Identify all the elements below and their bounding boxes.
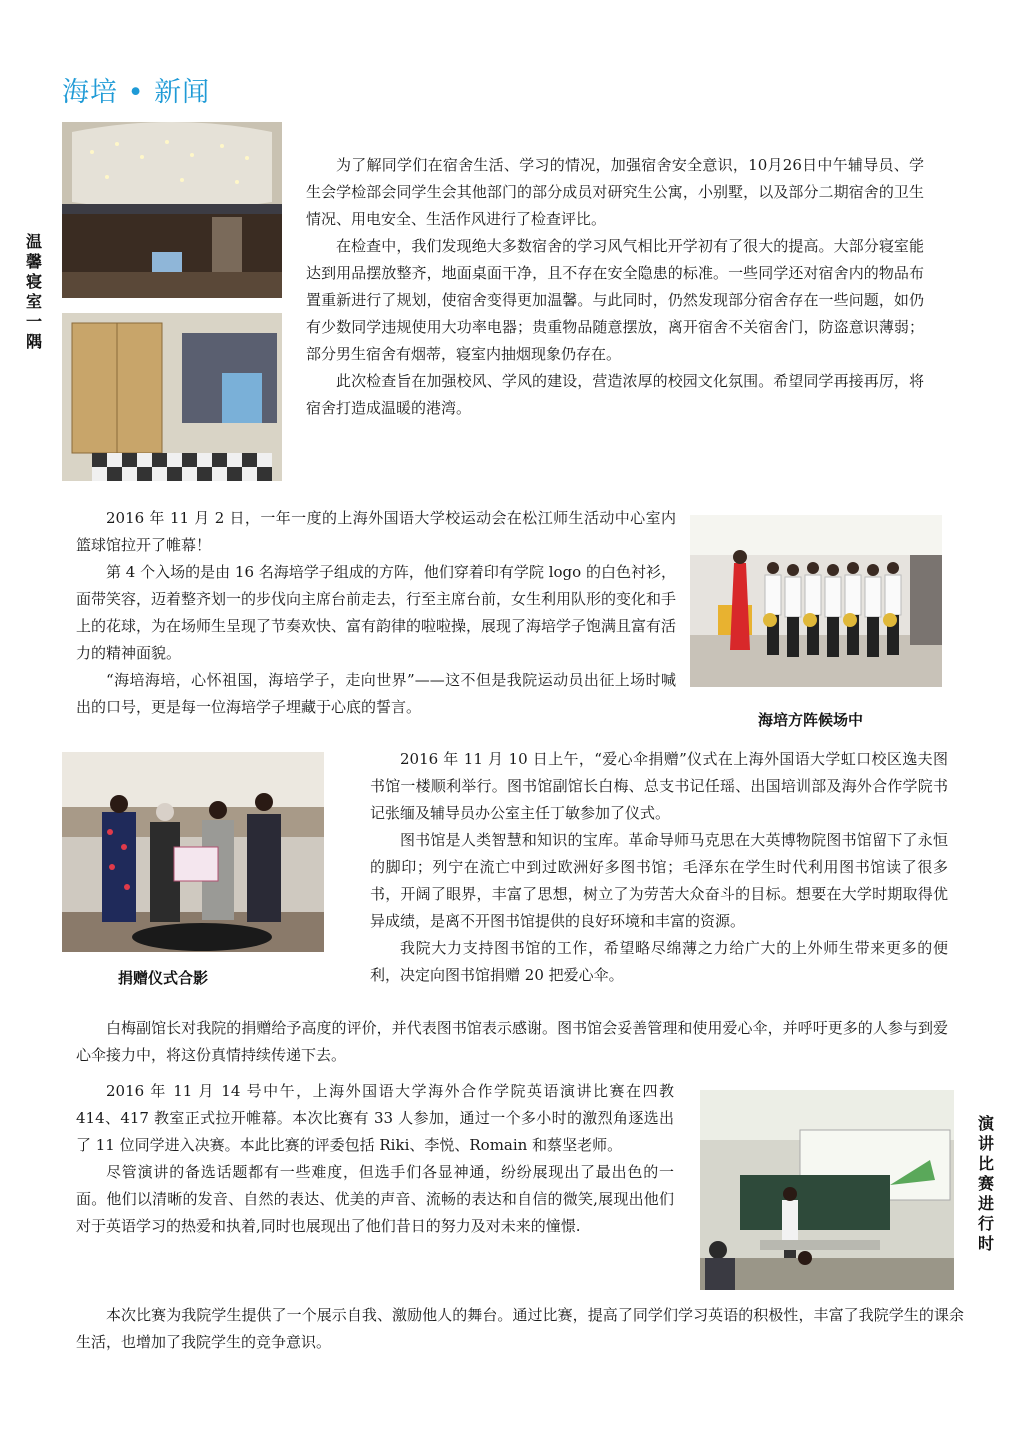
speech-contest-photo: [700, 1090, 954, 1290]
sports-formation-photo: [690, 515, 942, 687]
sports-photo-caption: 海培方阵候场中: [758, 711, 864, 729]
dorm-wardrobe-photo: [62, 313, 282, 481]
donation-closing-paragraph: 白梅副馆长对我院的捐赠给予高度的评价，并代表图书馆表示感谢。图书馆会妥善管理和使用爱心伞，并呼吁更多的人参与到爱心伞接力中，将这份真情持续传递下去。: [76, 1019, 948, 1064]
donation-photo-caption: 捐赠仪式合影: [118, 969, 209, 987]
dorm-paragraph: 在检查中，我们发现绝大多数宿舍的学习风气相比开学初有了很大的提高。大部分寝室能达到用品摆放整齐，地面桌面干净，且不存在安全隐患的标准。一些同学还对宿舍内的物品布置重新进行了规划，使宿舍变得更加温馨。与此同时，仍然发现部分宿舍存在一些问题，如仍有少数同学违规使用大功率电器；贵重物品随意摆放，离开宿舍不关宿舍门，防盗意识薄弱；部分男生宿舍有烟蒂，寝室内抽烟现象仍存在。: [306, 237, 924, 363]
dorm-bed-photo: [62, 122, 282, 298]
speech-closing: [76, 1302, 964, 1356]
sports-article: [76, 505, 676, 721]
speech-closing-paragraph: 本次比赛为我院学生提供了一个展示自我、激励他人的舞台。通过比赛，提高了同学们学习英语的积极性，丰富了我院学生的课余生活，也增加了我院学生的竞争意识。: [76, 1306, 964, 1351]
donation-paragraph: 图书馆是人类智慧和知识的宝库。革命导师马克思在大英博物院图书馆留下了永恒的脚印；列宁在流亡中到过欧洲好多图书馆；毛泽东在学生时代利用图书馆读了很多书，开阔了眼界，丰富了思想，树立了为劳苦大众奋斗的目标。想要在大学时期取得优异成绩，是离不开图书馆提供的良好环境和丰富的资源。: [370, 831, 948, 930]
dorm-side-label: 温馨寝室一隅: [25, 232, 42, 351]
sports-paragraph: “海培海培，心怀祖国，海培学子，走向世界”——这不但是我院运动员出征上场时喊出的口号，更是每一位海培学子埋藏于心底的誓言。: [76, 671, 676, 716]
dorm-paragraph: 为了解同学们在宿舍生活、学习的情况，加强宿舍安全意识，10月26日中午辅导员、学生会学检部会同学生会其他部门的部分成员对研究生公寓，小别墅，以及部分二期宿舍的卫生情况、用电安全、生活作风进行了检查评比。: [306, 156, 924, 228]
donation-article: [370, 746, 948, 989]
sports-paragraph: 第 4 个入场的是由 16 名海培学子组成的方阵，他们穿着印有学院 logo 的白色衬衫，面带笑容，迈着整齐划一的步伐向主席台前走去，行至主席台前，女生利用队形的变化和手上的花球，为在场师生呈现了节奏欢快、富有韵律的啦啦操，展现了海培学子饱满且富有活力的精神面貌。: [76, 563, 677, 662]
donation-paragraph: 2016 年 11 月 10 日上午，“爱心伞捐赠”仪式在上海外国语大学虹口校区逸夫图书馆一楼顺利举行。图书馆副馆长白梅、总支书记任瑶、出国培训部及海外合作学院书记张缅及辅导员办公室主任丁敏参加了仪式。: [370, 750, 948, 822]
sports-paragraph: 2016 年 11 月 2 日，一年一度的上海外国语大学校运动会在松江师生活动中心室内篮球馆拉开了帷幕！: [76, 509, 676, 554]
dorm-paragraph: 此次检查旨在加强校风、学风的建设，营造浓厚的校园文化氛围。希望同学再接再厉，将宿舍打造成温暖的港湾。: [306, 372, 924, 417]
speech-paragraph: 尽管演讲的备选话题都有一些难度，但选手们各显神通，纷纷展现出了最出色的一面。他们以清晰的发音、自然的表达、优美的声音、流畅的表达和自信的微笑,展现出他们对于英语学习的热爱和执着,同时也展现出了他们昔日的努力及对未来的憧憬.: [76, 1163, 674, 1235]
speech-side-label: 演讲比赛进行时: [977, 1114, 994, 1253]
donation-paragraph: 我院大力支持图书馆的工作，希望略尽绵薄之力给广大的上外师生带来更多的便利，决定向图书馆捐赠 20 把爱心伞。: [370, 939, 948, 984]
speech-paragraph: 2016 年 11 月 14 号中午，上海外国语大学海外合作学院英语演讲比赛在四教 414、417 教室正式拉开帷幕。本次比赛有 33 人参加，通过一个多小时的激烈角逐选出了 11 位同学进入决赛。本此比赛的评委包括 Riki、李悦、Romain 和蔡坚老师。: [76, 1082, 674, 1154]
dorm-article: [306, 152, 924, 422]
speech-article: [76, 1078, 674, 1240]
page-title: 海培 • 新闻: [62, 77, 211, 108]
donation-closing: [76, 1015, 948, 1069]
donation-group-photo: [62, 752, 324, 952]
